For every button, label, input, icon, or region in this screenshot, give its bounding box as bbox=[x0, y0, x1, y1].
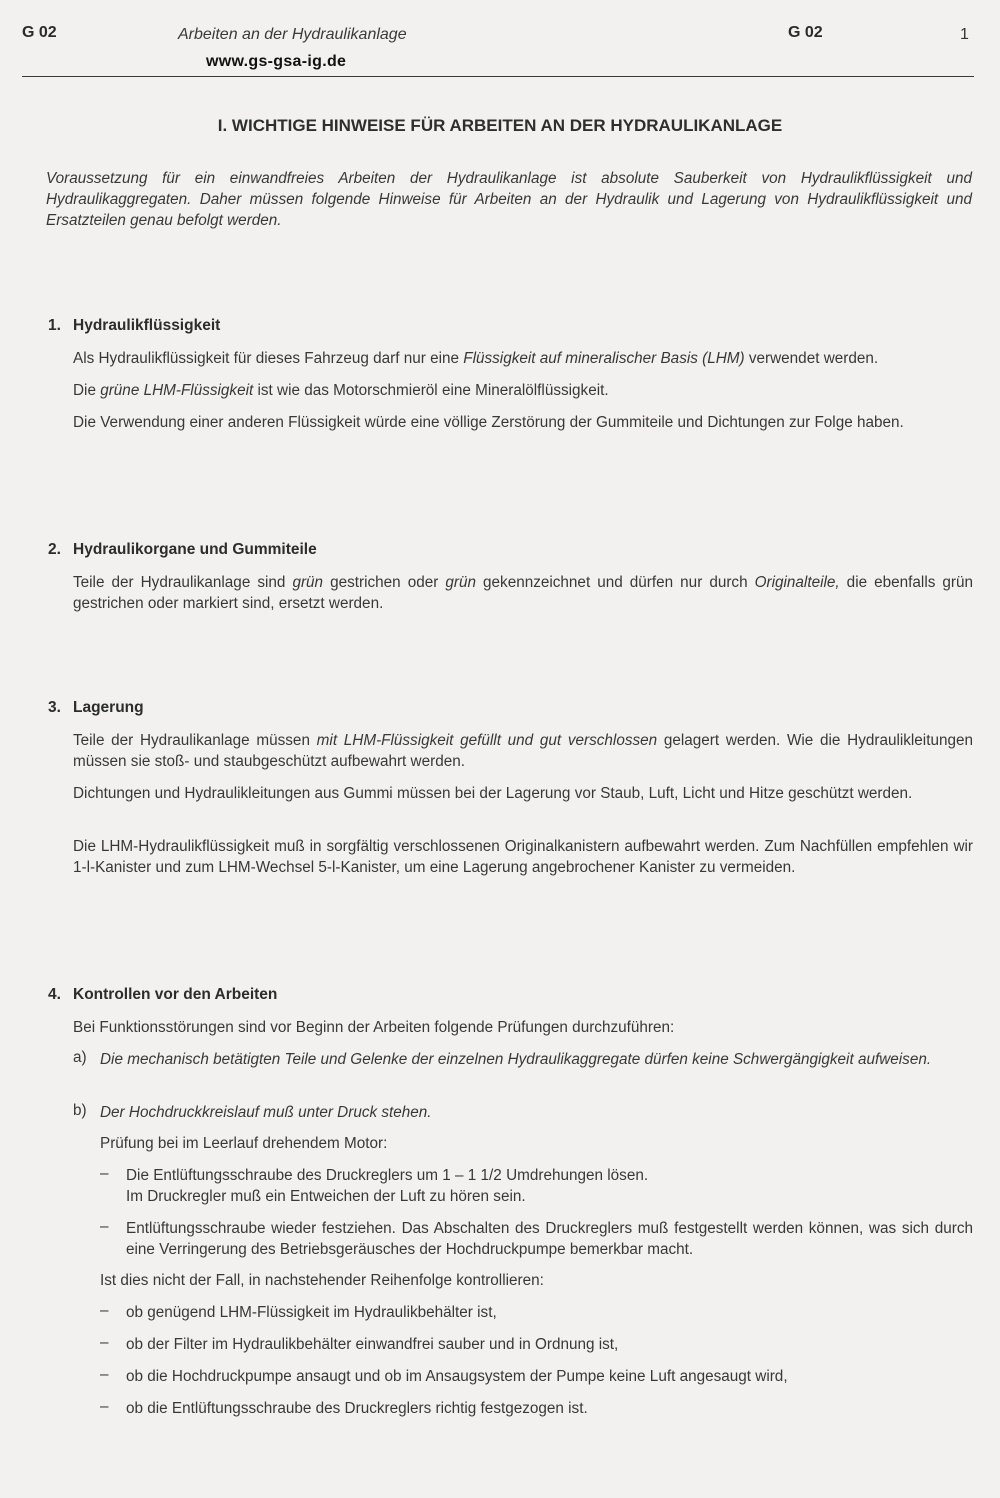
website-url: www.gs-gsa-ig.de bbox=[206, 53, 347, 70]
intro-paragraph: Voraussetzung für ein einwandfreies Arbeiten der Hydraulikanlage ist absolute Sauberkeit von Hydraulikflüssigkeit und Hydraulikaggregaten. Daher müssen folgende Hinweise für Arbeiten an der Hydraulik und Lagerung von Hydraulikflüssigkeit und Ersatzteilen genau befolgt werden. bbox=[46, 170, 972, 229]
doc-code-left: G 02 bbox=[22, 24, 57, 41]
page-number: 1 bbox=[960, 26, 969, 43]
dash-marker: – bbox=[100, 1302, 109, 1319]
dash-item-1-line-1: Die Entlüftungsschraube des Druckreglers um 1 – 1 1/2 Umdrehungen lösen. bbox=[126, 1167, 649, 1184]
section-2-paragraph-1: Teile der Hydraulikanlage sind grün gestrichen oder grün gekennzeichnet und dürfen nur durch Originalteile, die ebenfalls grün gestrichen oder markiert sind, ersetzt werden. bbox=[73, 574, 974, 612]
header-title: Arbeiten an der Hydraulikanlage bbox=[178, 26, 407, 43]
section-3-paragraph-2: Dichtungen und Hydraulikleitungen aus Gummi müssen bei der Lagerung vor Staub, Luft, Licht und Hitze geschützt werden. bbox=[73, 785, 913, 802]
section-1-title: Hydraulikflüssigkeit bbox=[73, 317, 221, 334]
section-2-title: Hydraulikorgane und Gummiteile bbox=[73, 541, 317, 558]
check-item-4: ob die Entlüftungsschraube des Druckreglers richtig festgezogen ist. bbox=[126, 1400, 588, 1417]
item-b-text: Der Hochdruckkreislauf muß unter Druck stehen. bbox=[100, 1104, 432, 1121]
section-3-title: Lagerung bbox=[73, 699, 144, 716]
section-4-number: 4. bbox=[48, 986, 61, 1003]
item-b-marker: b) bbox=[73, 1102, 87, 1119]
check-order-intro: Ist dies nicht der Fall, in nachstehender Reihenfolge kontrollieren: bbox=[100, 1272, 544, 1289]
dash-item-2: Entlüftungsschraube wieder festziehen. Das Abschalten des Druckreglers muß festgestellt werden können, was sich durch eine Verringerung des Betriebsgeräusches der Hochdruckpumpe bemerkbar macht. bbox=[126, 1220, 973, 1258]
section-3-number: 3. bbox=[48, 699, 61, 716]
section-3-paragraph-3: Die LHM-Hydraulikflüssigkeit muß in sorgfältig verschlossenen Originalkanistern aufbewahrt werden. Zum Nachfüllen empfehlen wir 1-l-Kanister und zum LHM-Wechsel 5-l-Kanister, um eine Lagerung angebrochener Kanister zu vermeiden. bbox=[73, 838, 973, 876]
section-1-paragraph-3: Die Verwendung einer anderen Flüssigkeit würde eine völlige Zerstörung der Gummiteile und Dichtungen zur Folge haben. bbox=[73, 414, 904, 431]
section-1-paragraph-2: Die grüne LHM-Flüssigkeit ist wie das Motorschmieröl eine Mineralölflüssigkeit. bbox=[73, 382, 609, 399]
dash-marker: – bbox=[100, 1218, 109, 1235]
check-item-3: ob die Hochdruckpumpe ansaugt und ob im Ansaugsystem der Pumpe keine Luft angesaugt wird, bbox=[126, 1368, 788, 1385]
item-a-text: Die mechanisch betätigten Teile und Gelenke der einzelnen Hydraulikaggregate dürfen keine Schwergängigkeit aufweisen. bbox=[100, 1051, 932, 1068]
section-1-number: 1. bbox=[48, 317, 61, 334]
main-title: I. WICHTIGE HINWEISE FÜR ARBEITEN AN DER HYDRAULIKANLAGE bbox=[217, 116, 783, 135]
section-4-title: Kontrollen vor den Arbeiten bbox=[73, 986, 278, 1003]
section-1-paragraph-1: Als Hydraulikflüssigkeit für dieses Fahrzeug darf nur eine Flüssigkeit auf mineralischer Basis (LHM) verwendet werden. bbox=[73, 350, 879, 367]
dash-marker: – bbox=[100, 1366, 109, 1383]
item-b-check: Prüfung bei im Leerlauf drehendem Motor: bbox=[100, 1135, 388, 1152]
check-item-1: ob genügend LHM-Flüssigkeit im Hydraulikbehälter ist, bbox=[126, 1304, 497, 1321]
header-rule bbox=[22, 76, 974, 77]
section-2-number: 2. bbox=[48, 541, 61, 558]
dash-marker: – bbox=[100, 1398, 109, 1415]
doc-code-right: G 02 bbox=[788, 24, 823, 41]
dash-marker: – bbox=[100, 1165, 109, 1182]
check-item-2: ob der Filter im Hydraulikbehälter einwandfrei sauber und in Ordnung ist, bbox=[126, 1336, 619, 1353]
item-a-marker: a) bbox=[73, 1049, 87, 1066]
section-3-paragraph-1: Teile der Hydraulikanlage müssen mit LHM-Flüssigkeit gefüllt und gut verschlossen gelagert werden. Wie die Hydraulikleitungen müssen sie stoß- und staubgeschützt aufbewahrt werden. bbox=[73, 732, 973, 770]
dash-marker: – bbox=[100, 1334, 109, 1351]
section-4-intro: Bei Funktionsstörungen sind vor Beginn der Arbeiten folgende Prüfungen durchzuführen: bbox=[73, 1019, 675, 1036]
dash-item-1-line-2: Im Druckregler muß ein Entweichen der Luft zu hören sein. bbox=[126, 1188, 526, 1205]
